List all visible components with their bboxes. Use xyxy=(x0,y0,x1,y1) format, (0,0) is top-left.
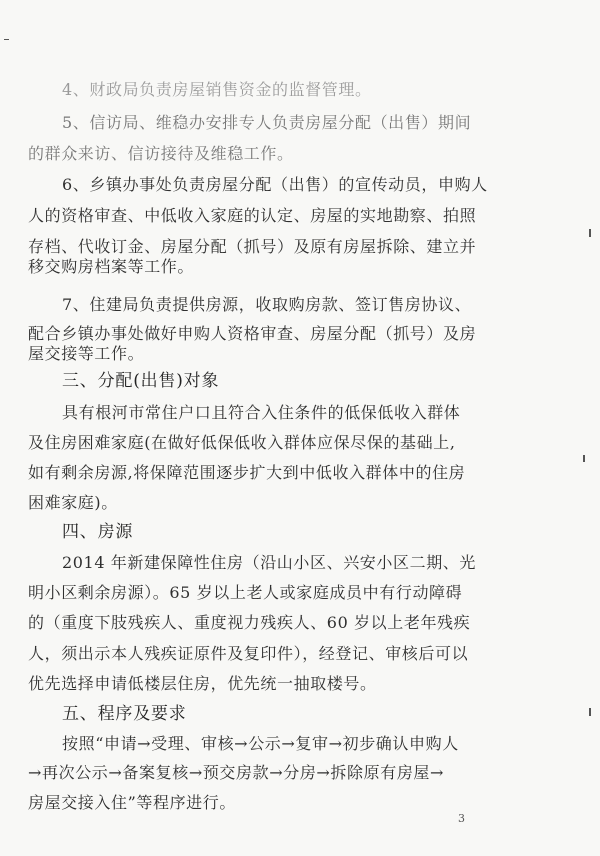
text-line-3: 的群众来访、信访接待及维稳工作。 xyxy=(28,144,294,163)
page-number: 3 xyxy=(458,812,465,825)
section-heading-4: 四、房源 xyxy=(62,522,134,542)
section-heading-3: 三、分配(出售)对象 xyxy=(62,371,220,391)
text-line-8: 7、住建局负责提供房源，收取购房款、签订售房协议、 xyxy=(62,295,472,314)
scan-speck xyxy=(589,708,591,716)
text-line-5: 人的资格审查、中低收入家庭的认定、房屋的实地勘察、拍照 xyxy=(28,206,477,225)
text-line-14: 如有剩余房源,将保障范围逐步扩大到中低收入群体中的住房 xyxy=(28,463,466,482)
scan-speck xyxy=(589,229,591,237)
section-heading-5: 五、程序及要求 xyxy=(62,704,187,724)
text-line-4: 6、乡镇办事处负责房屋分配（出售）的宣传动员，申购人 xyxy=(62,175,488,194)
text-line-18: 明小区剩余房源）。65 岁以上老人或家庭成员中有行动障碍 xyxy=(28,583,463,602)
text-line-15: 困难家庭)。 xyxy=(28,493,118,512)
text-line-10: 屋交接等工作。 xyxy=(28,344,145,363)
text-line-20: 人，须出示本人残疾证原件及复印件），经登记、审核后可以 xyxy=(28,644,469,663)
scan-speck xyxy=(583,455,585,462)
text-line-19: 的（重度下肢残疾人、重度视力残疾人、60 岁以上老年残疾 xyxy=(28,613,471,632)
text-line-13: 及住房困难家庭(在做好低保低收入群体应保尽保的基础上, xyxy=(28,433,456,452)
text-line-9: 配合乡镇办事处做好申购人资格审查、房屋分配（抓号）及房 xyxy=(28,324,477,343)
text-line-12: 具有根河市常住户口且符合入住条件的低保低收入群体 xyxy=(62,403,461,422)
text-line-24: →再次公示→备案复核→预交房款→分房→拆除原有房屋→ xyxy=(28,763,445,782)
text-line-1: 4、财政局负责房屋销售资金的监督管理。 xyxy=(62,80,372,99)
text-line-23: 按照“申请→受理、审核→公示→复审→初步确认申购人 xyxy=(62,734,459,753)
text-line-2: 5、信访局、维稳办安排专人负责房屋分配（出售）期间 xyxy=(62,113,472,132)
text-line-17: 2014 年新建保障性住房（沿山小区、兴安小区二期、光 xyxy=(62,553,477,572)
text-line-6: 存档、代收订金、房屋分配（抓号）及原有房屋拆除、建立并 xyxy=(28,237,477,256)
text-line-25: 房屋交接入住”等程序进行。 xyxy=(28,793,236,812)
text-line-7: 移交购房档案等工作。 xyxy=(28,257,195,276)
scan-speck xyxy=(4,39,9,40)
text-line-21: 优先选择申请低楼层住房，优先统一抽取楼号。 xyxy=(28,674,377,693)
